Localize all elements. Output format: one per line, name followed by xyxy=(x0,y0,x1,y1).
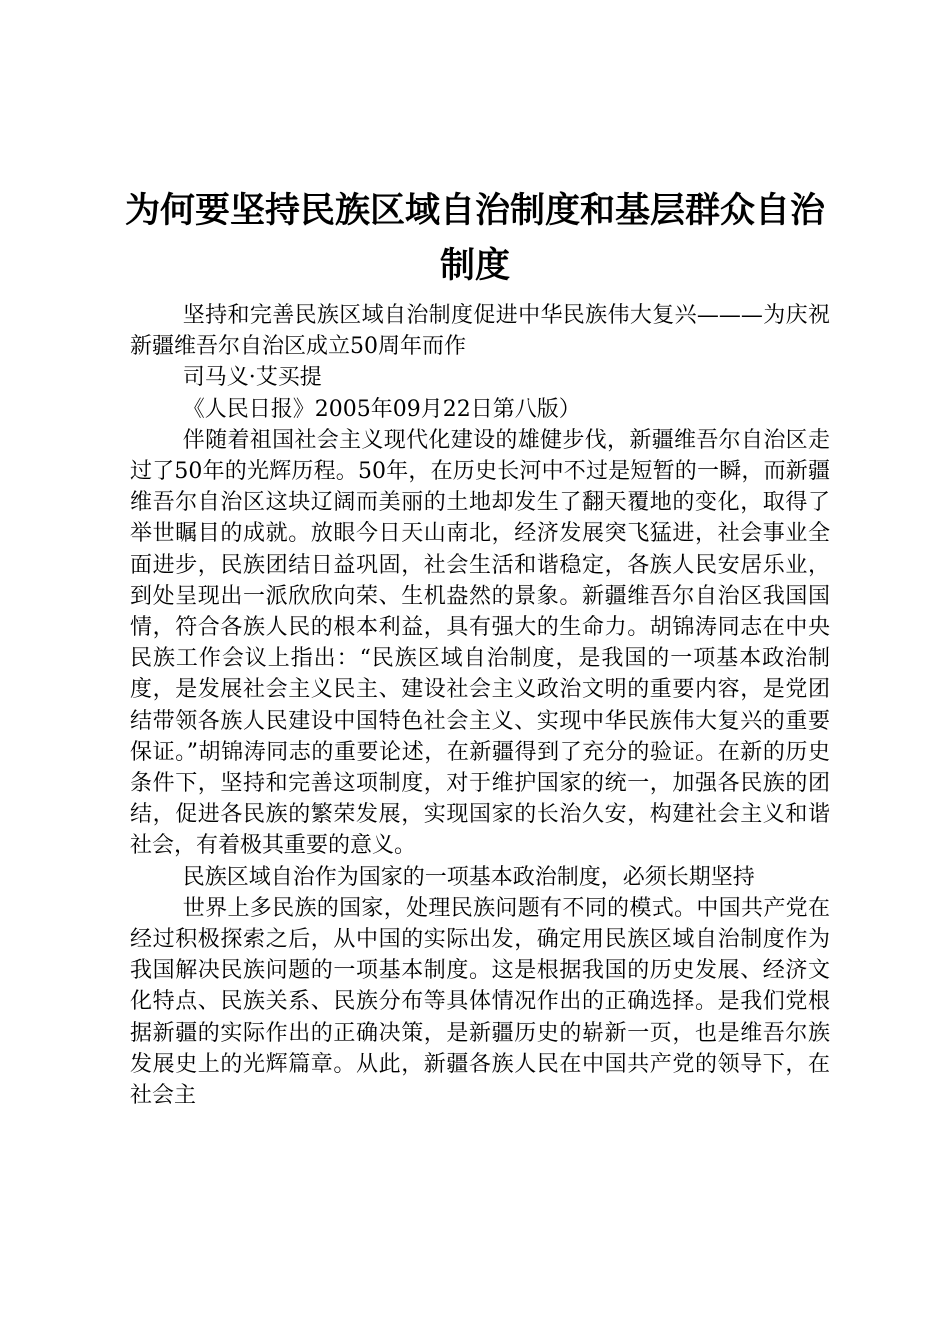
document-title xyxy=(115,183,835,293)
author: 司马义·艾买提 xyxy=(182,365,322,391)
subtitle: 坚持和完善民族区域自治制度促进中华民族伟大复兴———为庆祝新疆维吾尔自治区成立50周年而作 xyxy=(130,303,830,360)
section-heading: 民族区域自治作为国家的一项基本政治制度，必须长期坚持 xyxy=(182,864,755,890)
document-body xyxy=(130,300,830,1111)
title-line-1: 为何要坚持民族区域自治制度和基层群众自治 xyxy=(124,190,825,231)
title-line-2: 制度 xyxy=(439,245,510,286)
body-paragraph: 世界上多民族的国家，处理民族问题有不同的模式。中国共产党在经过积极探索之后，从中国的实际出发，确定用民族区域自治制度作为我国解决民族问题的一项基本制度。这是根据我国的历史发展、经济文化特点、民族关系、民族分布等具体情况作出的正确选择。是我们党根据新疆的实际作出的正确决策，是新疆历史的崭新一页，也是维吾尔族发展史上的光辉篇章。从此，新疆各族人民在中国共产党的领导下，在社会主 xyxy=(130,895,830,1109)
source-line: 《人民日报》2005年09月22日第八版） xyxy=(182,396,581,422)
body-paragraph: 伴随着祖国社会主义现代化建设的雄健步伐，新疆维吾尔自治区走过了50年的光辉历程。50年，在历史长河中不过是短暂的一瞬，而新疆维吾尔自治区这块辽阔而美丽的土地却发生了翻天覆地的变化，取得了举世瞩目的成就。放眼今日天山南北，经济发展突飞猛进，社会事业全面进步，民族团结日益巩固，社会生活和谐稳定，各族人民安居乐业，到处呈现出一派欣欣向荣、生机盎然的景象。新疆维吾尔自治区我国国情，符合各族人民的根本利益，具有强大的生命力。胡锦涛同志在中央民族工作会议上指出：“民族区域自治制度，是我国的一项基本政治制度，是发展社会主义民主、建设社会主义政治文明的重要内容，是党团结带领各族人民建设中国特色社会主义、实现中华民族伟大复兴的重要保证。”胡锦涛同志的重要论述，在新疆得到了充分的验证。在新的历史条件下，坚持和完善这项制度，对于维护国家的统一，加强各民族的团结，促进各民族的繁荣发展，实现国家的长治久安，构建社会主义和谐社会，有着极其重要的意义。 xyxy=(130,427,830,859)
